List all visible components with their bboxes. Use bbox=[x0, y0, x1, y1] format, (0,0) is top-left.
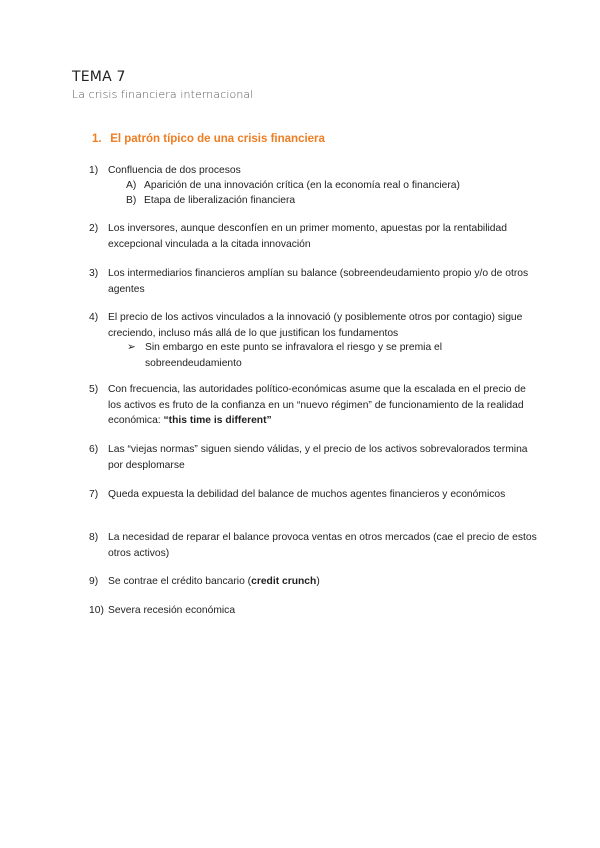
item-number: 8) bbox=[89, 532, 99, 543]
section-title: El patrón típico de una crisis financiera bbox=[110, 133, 325, 145]
item-text: Las “viejas normas” siguen siendo válidas, y el precio de los activos sobrevalorados termina por desplomarse bbox=[108, 444, 528, 471]
item-text-bold: “this time is different” bbox=[163, 415, 272, 426]
section-heading bbox=[92, 133, 325, 145]
sub-item-text: Sin embargo en este punto se infravalora el riesgo y se premia el sobreendeudamiento bbox=[145, 342, 443, 369]
arrow-bullet-icon: ➢ bbox=[127, 342, 136, 353]
item-text: Severa recesión económica bbox=[108, 605, 236, 616]
sub-item-text: Aparición de una innovación crítica (en la economía real o financiera) bbox=[144, 180, 460, 191]
sub-item-text: Etapa de liberalización financiera bbox=[144, 195, 296, 206]
item-number: 6) bbox=[89, 444, 99, 455]
item-text-after: ) bbox=[316, 576, 320, 587]
item-number: 4) bbox=[89, 312, 99, 323]
item-number: 5) bbox=[89, 384, 99, 395]
item-text: La necesidad de reparar el balance provoca ventas en otros mercados (cae el precio de estos otros activos) bbox=[108, 532, 537, 559]
sub-item-letter: A) bbox=[126, 180, 137, 191]
item-number: 3) bbox=[89, 268, 99, 279]
item-text bbox=[108, 382, 538, 429]
item-text-main: Con frecuencia, las autoridades político-económicas asume que la escalada en el precio de los activos es fruto de la confianza en un “nuevo régimen” de funcionamiento de la realidad económica: bbox=[108, 384, 526, 426]
item-number: 7) bbox=[89, 489, 99, 500]
item-text: Queda expuesta la debilidad del balance de muchos agentes financieros y económicos bbox=[108, 489, 506, 500]
item-text: El precio de los activos vinculados a la innovació (y posiblemente otros por contagio) sigue creciendo, incluso más allá de lo que justifican los fundamentos bbox=[108, 312, 523, 339]
item-number: 2) bbox=[89, 223, 99, 234]
item-text-main: Se contrae el crédito bancario ( bbox=[108, 576, 252, 587]
item-text-bold: credit crunch bbox=[251, 576, 317, 587]
item-text: Los intermediarios financieros amplían su balance (sobreendeudamiento propio y/o de otros agentes bbox=[108, 268, 529, 295]
item-text: Los inversores, aunque desconfíen en un primer momento, apuestas por la rentabilidad excepcional vinculada a la citada innovación bbox=[108, 223, 507, 250]
item-number: 9) bbox=[89, 576, 99, 587]
item-text: Confluencia de dos procesos bbox=[108, 165, 241, 176]
sub-item-letter: B) bbox=[126, 195, 137, 206]
section-number: 1. bbox=[92, 133, 102, 145]
item-text bbox=[108, 574, 538, 590]
item-number: 10) bbox=[89, 605, 104, 616]
page-title: TEMA 7 bbox=[72, 69, 126, 85]
page-subtitle: La crisis financiera internacional bbox=[72, 88, 254, 101]
item-number: 1) bbox=[89, 165, 99, 176]
